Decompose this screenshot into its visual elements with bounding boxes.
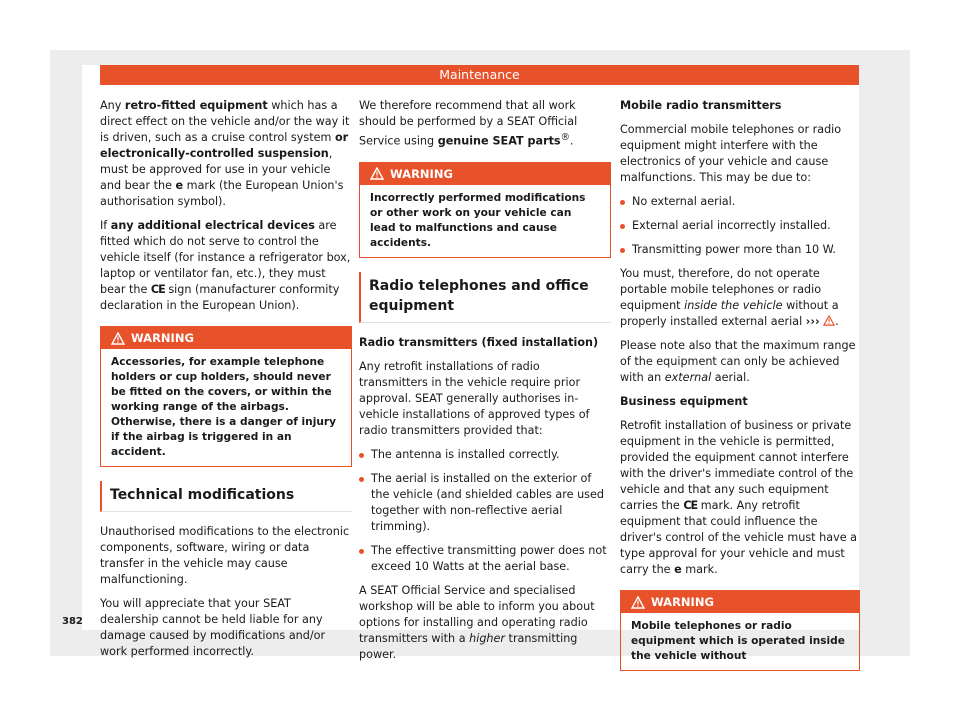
warning-label: WARNING [651, 595, 714, 609]
warning-header [101, 327, 351, 349]
bullet-item: The antenna is installed correctly. [359, 447, 611, 463]
column-3 [620, 98, 860, 685]
column-2 [359, 98, 611, 671]
bullet-item: Transmitting power more than 10 W. [620, 242, 860, 258]
warning-triangle-icon [370, 167, 384, 180]
paragraph: We therefore recommend that all work should be performed by a SEAT Official Service using genuine SEAT parts®. [359, 99, 578, 148]
paragraph: Retrofit installation of business or private equipment in the vehicle is permitted, provided the equipment cannot interfere with the driver's immediate control of the vehicle and that any such equipment carries the CE mark. Any retrofit equipment that could influence the driver's control of the vehicle must have a type approval for your vehicle and must carry the e mark. [620, 419, 857, 576]
paragraph: Commercial mobile telephones or radio equipment might interfere with the electronics of your vehicle and cause malfunctions. This may be due to: [620, 123, 842, 184]
warning-header [360, 163, 610, 185]
page-header: Maintenance [100, 65, 859, 85]
subheading: Business equipment [620, 395, 748, 408]
subheading: Radio transmitters (fixed installation) [359, 335, 599, 349]
paragraph: A SEAT Official Service and specialised workshop will be able to inform you about options for installing and operating radio transmitters with a higher transmitting power. [359, 583, 595, 661]
paragraph: If any additional electrical devices are fitted which do not serve to control the vehicle itself (for instance a refrigerator box, laptop or ventilator fan, etc.), they must bear the CE sign (manufacturer conformity declaration in the European Union). [100, 219, 351, 312]
section-title: Radio telephones and office equipment [359, 272, 611, 323]
subheading: Mobile radio transmitters [620, 99, 782, 112]
paragraph: You must, therefore, do not operate portable mobile telephones or radio equipment inside the vehicle without a properly installed external aerial ››› . [620, 267, 839, 328]
warning-header [621, 591, 859, 613]
bullet-item: No external aerial. [620, 194, 860, 210]
warning-label: WARNING [131, 331, 194, 345]
bullet-item: The aerial is installed on the exterior of the vehicle (and shielded cables are used together with non-reflective aerial trimming). [359, 471, 611, 535]
warning-text: Accessories, for example telephone holders or cup holders, should never be fitted on the covers, or within the working range of the airbags. Otherwise, there is a danger of injury if the airbag is triggered in an accident. [111, 356, 336, 458]
section-title: Technical modifications [100, 481, 352, 512]
paragraph: You will appreciate that your SEAT dealership cannot be held liable for any damage caused by modifications and/or work performed incorrectly. [100, 597, 326, 658]
paragraph: Please note also that the maximum range of the equipment can only be achieved with an external aerial. [620, 339, 856, 384]
column-1 [100, 98, 352, 668]
ce-mark: CE [683, 499, 698, 512]
ce-mark: CE [150, 283, 165, 296]
paragraph: Any retro-fitted equipment which has a direct effect on the vehicle and/or the way it is driven, such as a cruise control system or electronically-controlled suspension, must be approved for use in your vehicle and bear the e mark (the European Union's authorisation symbol). [100, 99, 350, 208]
warning-label: WARNING [390, 166, 453, 181]
page-number: 382 [62, 616, 83, 627]
warning-text: Incorrectly performed modifications or other work on your vehicle can lead to malfunctions and cause accidents. [370, 191, 586, 249]
warning-text: Mobile telephones or radio equipment which is operated inside the vehicle without [631, 620, 845, 662]
warning-triangle-icon [823, 315, 835, 326]
bullet-item: The effective transmitting power does not exceed 10 Watts at the aerial base. [359, 543, 611, 575]
bullet-item: External aerial incorrectly installed. [620, 218, 860, 234]
warning-box [359, 162, 611, 258]
warning-box [620, 590, 860, 671]
paragraph: Unauthorised modifications to the electronic components, software, wiring or data transfer in the vehicle may cause malfunctioning. [100, 525, 350, 586]
warning-triangle-icon [111, 332, 125, 345]
cross-reference-arrow: ››› [805, 315, 820, 328]
paragraph: Any retrofit installations of radio transmitters in the vehicle require prior approval. SEAT generally authorises in-vehicle installations of approved types of radio transmitters provided that: [359, 359, 590, 437]
warning-triangle-icon [631, 596, 645, 609]
warning-box [100, 326, 352, 467]
